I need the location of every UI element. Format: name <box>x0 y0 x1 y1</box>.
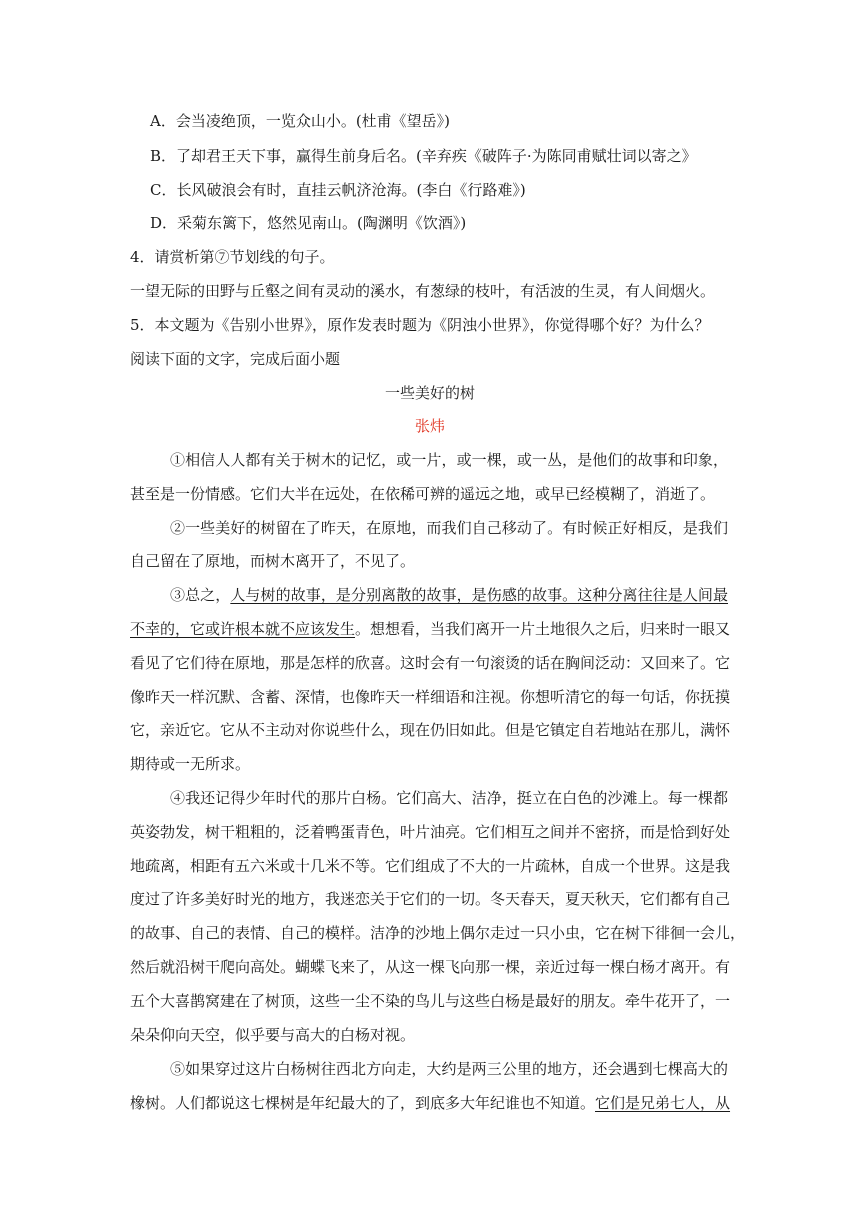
paragraph-1-line-2: 甚至是一份情感。它们大半在远处，在依稀可辨的遥远之地，或早已经模糊了，消逝了。 <box>130 485 716 503</box>
underlined-sentence-p5: 它们是兄弟七人，从 <box>595 1094 731 1112</box>
paragraph-3-line-6: 期待或一无所求。 <box>130 755 251 773</box>
paragraph-5-line-1: ⑤如果穿过这片白杨树往西北方向走，大约是两三公里的地方，还会遇到七棵高大的 <box>170 1060 728 1078</box>
paragraph-4-line-6: 然后就沿树干爬向高处。蝴蝶飞来了，从这一棵飞向那一棵，亲近过每一棵白杨才离开。有 <box>130 958 731 976</box>
paragraph-3-prefix: ③总之， <box>170 586 231 604</box>
paragraph-3-line-5: 它，亲近它。它从不主动对你说些什么，现在仍旧如此。但是它镇定自若地站在那儿，满怀 <box>130 721 731 739</box>
paragraph-3-line-4: 像昨天一样沉默、含蓄、深情，也像昨天一样细语和注视。你想听清它的每一句话，你抚摸 <box>130 688 731 706</box>
question-4-sentence: 一望无际的田野与丘壑之间有灵动的溪水，有葱绿的枝叶，有活波的生灵，有人间烟火。 <box>130 282 716 300</box>
paragraph-4-line-1: ④我还记得少年时代的那片白杨。它们高大、洁净，挺立在白色的沙滩上。每一棵都 <box>170 789 728 807</box>
paragraph-4-line-8: 朵朵仰向天空，似乎要与高大的白杨对视。 <box>130 1026 416 1044</box>
paragraph-4-line-2: 英姿勃发，树干粗粗的，泛着鸭蛋青色，叶片油亮。它们相互之间并不密挤，而是恰到好处 <box>130 823 731 841</box>
underlined-sentence: 人与树的故事，是分别离散的故事，是伤感的故事。这种分离往往是人间最 <box>230 586 728 604</box>
paragraph-5-line-2 <box>130 1093 731 1113</box>
reading-instruction: 阅读下面的文字，完成后面小题 <box>130 350 341 368</box>
article-title: 一些美好的树 <box>384 384 475 402</box>
paragraph-4-line-7: 五个大喜鹊窝建在了树顶，这些一尘不染的鸟儿与这些白杨是最好的朋友。牵牛花开了，一 <box>130 992 731 1010</box>
paragraph-2-line-2: 自己留在了原地，而树木离开了，不见了。 <box>130 552 416 570</box>
paragraph-5-line-2-prefix: 橡树。人们都说这七棵树是年纪最大的了，到底多大年纪谁也不知道。 <box>130 1094 596 1112</box>
paragraph-3-line-2 <box>130 619 731 639</box>
question-5: 5．本文题为《告别小世界》，原作发表时题为《阴浊小世界》，你觉得哪个好？为什么？ <box>130 316 710 334</box>
option-b: B．了却君王天下事，赢得生前身后名。(辛弃疾《破阵子·为陈同甫赋壮词以寄之》 <box>150 147 697 165</box>
paragraph-4-line-5: 的故事、自己的表情、自己的模样。洁净的沙地上偶尔走过一只小虫，它在树下徘徊一会儿， <box>130 924 746 942</box>
article-author: 张炜 <box>414 417 445 435</box>
question-4: 4．请赏析第⑦节划线的句子。 <box>130 248 335 266</box>
paragraph-4-line-4: 度过了许多美好时光的地方，我迷恋关于它们的一切。冬天春天，夏天秋天，它们都有自己 <box>130 890 731 908</box>
paragraph-3-line-2-rest: 。想想看，当我们离开一片土地很久之后，归来时一眼又 <box>355 620 731 638</box>
option-d: D．采菊东篱下，悠然见南山。(陶渊明《饮酒》) <box>150 214 467 232</box>
paragraph-1-line-1: ①相信人人都有关于树木的记忆，或一片，或一棵，或一丛，是他们的故事和印象， <box>170 451 728 469</box>
paragraph-3-line-1 <box>170 585 728 605</box>
underlined-sentence-continued: 不幸的，它或许根本就不应该发生 <box>130 620 356 638</box>
paragraph-3-line-3: 看见了它们待在原地，那是怎样的欣喜。这时会有一句滚烫的话在胸间泛动：又回来了。它 <box>130 654 731 672</box>
paragraph-2-line-1: ②一些美好的树留在了昨天，在原地，而我们自己移动了。有时候正好相反，是我们 <box>170 519 728 537</box>
option-a: A．会当凌绝顶，一览众山小。(杜甫《望岳》) <box>150 112 451 130</box>
paragraph-4-line-3: 地疏离，相距有五六米或十几米不等。它们组成了不大的一片疏林，自成一个世界。这是我 <box>130 857 731 875</box>
option-c: C．长风破浪会有时，直挂云帆济沧海。(李白《行路难》) <box>150 181 526 199</box>
